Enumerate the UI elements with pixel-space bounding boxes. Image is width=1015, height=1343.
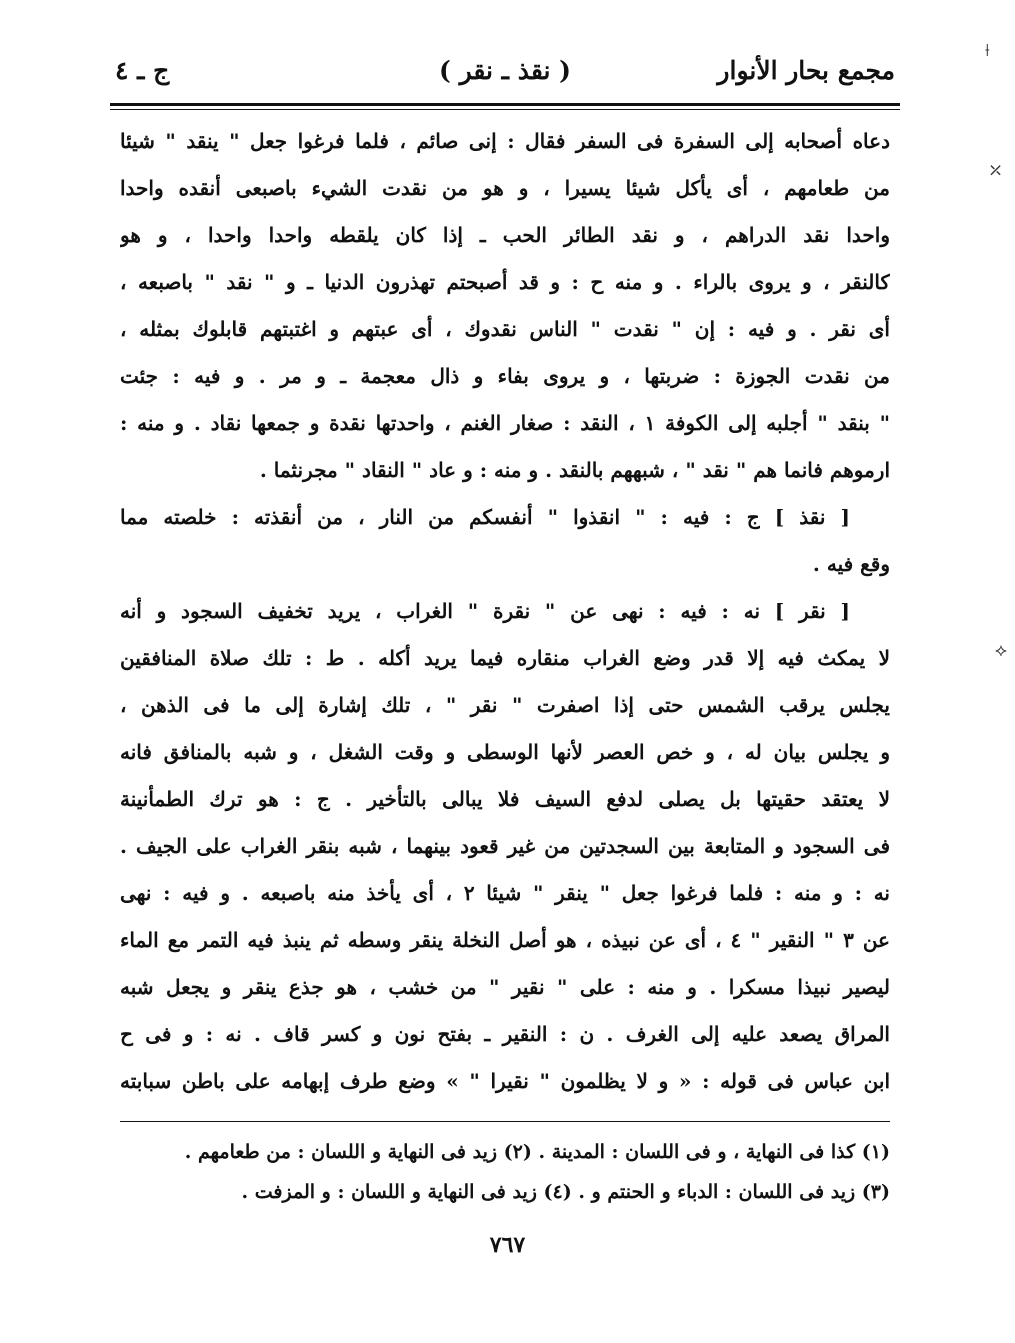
text-line: و يجلس بيان له ، و خص العصر لأنها الوسطى و وقت الشغل ، و شبه بالمنافق فانه xyxy=(120,740,890,764)
text-line: من طعامهم ، أى يأكل شيئا يسيرا ، و هو من نقدت الشيء باصبعى أنقده واحدا xyxy=(120,176,890,200)
text-line: يجلس يرقب الشمس حتى إذا اصفرت " نقر " ، تلك إشارة إلى ما فى الذهن ، xyxy=(120,693,890,717)
footnote-line: (٣) زيد فى اللسان : الدباء و الحنتم و . (٤) زيد فى النهاية و اللسان : و المزفت . xyxy=(241,1181,890,1203)
header-rule-thin xyxy=(110,109,900,110)
text-line: عن ٣ " النقير " ٤ ، أى عن نبيذه ، هو أصل النخلة ينقر وسطه ثم ينبذ فيه التمر مع الماء xyxy=(120,928,890,952)
header-rule xyxy=(110,103,900,106)
text-line: لا يمكث فيه إلا قدر وضع الغراب منقاره فيما يريد أكله . ط : تلك صلاة المنافقين xyxy=(120,646,890,670)
page-number: ٧٦٧ xyxy=(489,1232,526,1258)
footnote-line: (١) كذا فى النهاية ، و فى اللسان : المدينة . (٢) زيد فى النهاية و اللسان : من طعامهم . xyxy=(184,1141,890,1163)
page-header xyxy=(115,52,895,96)
text-line: لا يعتقد حقيتها بل يصلى لدفع السيف فلا يبالى بالتأخير . ج : هو ترك الطمأنينة xyxy=(120,787,890,811)
text-line: ابن عباس فى قوله : « و لا يظلمون " نقيرا " » وضع طرف إبهامه على باطن سبابته xyxy=(120,1069,890,1093)
footnote-rule xyxy=(120,1121,890,1122)
volume-label: ج ـ ٤ xyxy=(115,56,170,85)
text-line: نه : و منه : فلما فرغوا جعل " ينقر " شيئا ٢ ، أى يأخذ منه باصبعه . و فيه : نهى xyxy=(120,881,890,905)
text-line: ارموهم فانما هم " نقد " ، شبههم بالنقد . و منه : و عاد " النقاد " مجرنثما . xyxy=(259,458,890,482)
book-title: مجمع بحار الأنوار xyxy=(717,56,895,85)
text-line: المراق يصعد عليه إلى الغرف . ن : النقير ـ بفتح نون و كسر قاف . نه : و فى ح xyxy=(120,1022,890,1046)
entry-naqadh: [ نقذ ] ج : فيه : " انقذوا " أنفسكم من النار ، من أنقذته : خلصته مما xyxy=(120,505,850,529)
text-line: فى السجود و المتابعة بين السجدتين من غير قعود بينهما ، شبه بنقر الغراب على الجيف . xyxy=(120,834,890,858)
text-line: " بنقد " أجلبه إلى الكوفة ١ ، النقد : صغار الغنم ، واحدتها نقدة و جمعها نقاد . و منه : xyxy=(120,411,890,435)
text-line: واحدا نقد الدراهم ، و نقد الطائر الحب ـ إذا كان يلقطه واحدا واحدا ، و هو xyxy=(120,223,890,247)
text-line: أى نقر . و فيه : إن " نقدت " الناس نقدوك ، أى عبتهم و اغتبتهم قابلوك بمثله ، xyxy=(120,317,890,341)
text-line: من نقدت الجوزة : ضربتها ، و يروى بفاء و ذال معجمة ـ و مر . و فيه : جئت xyxy=(120,364,890,388)
footnotes xyxy=(120,1132,890,1212)
main-text xyxy=(120,118,890,1105)
text-line: ليصير نبيذا مسكرا . و منه : على " نقير " من خشب ، هو جذع ينقر و يجعل شبه xyxy=(120,975,890,999)
text-line: دعاه أصحابه إلى السفرة فى السفر فقال : إنى صائم ، فلما فرغوا جعل " ينقد " شيئا xyxy=(120,129,890,153)
entry-title: ( نقذ ـ نقر ) xyxy=(439,56,571,85)
scan-mark: ⟊ xyxy=(985,40,990,61)
entry-naqar: [ نقر ] نه : فيه : نهى عن " نقرة " الغراب ، يريد تخفيف السجود و أنه xyxy=(120,599,850,623)
scan-mark: ⤫ xyxy=(988,160,1004,181)
scan-mark: ⟡ xyxy=(995,640,1007,661)
text-line: وقع فيه . xyxy=(812,552,890,576)
text-line: كالنقر ، و يروى بالراء . و منه ح : و قد أصبحتم تهذرون الدنيا ـ و " نقد " باصبعه ، xyxy=(120,270,890,294)
